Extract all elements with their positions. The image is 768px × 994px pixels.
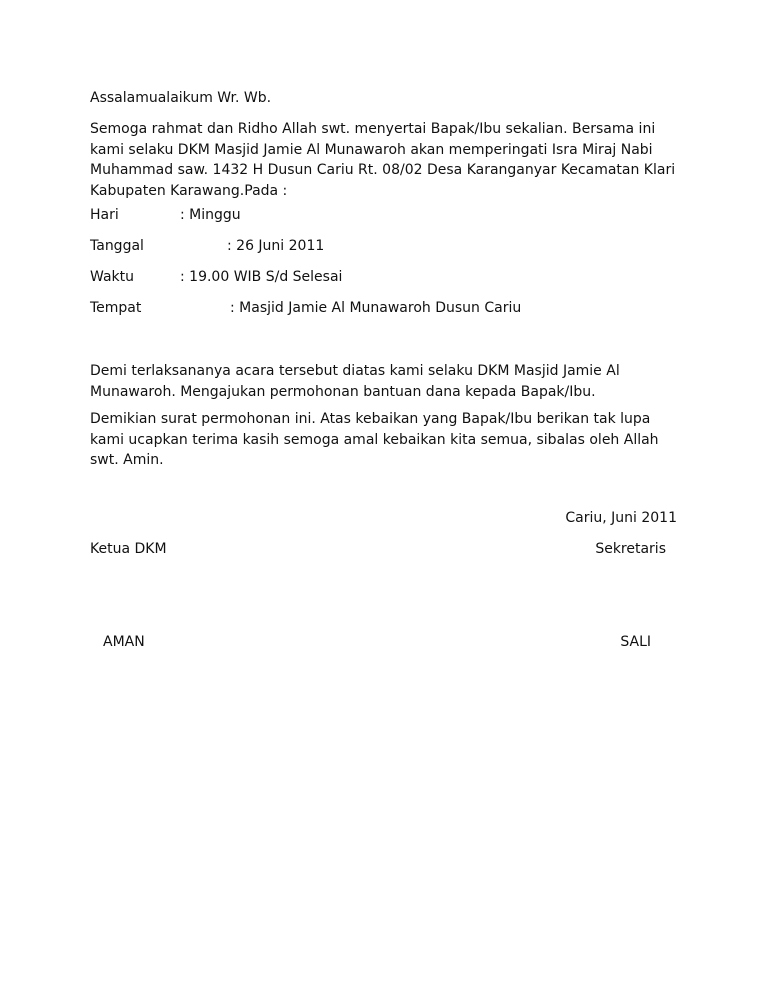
day-value: : Minggu [180, 207, 241, 223]
paragraph-line: kami ucapkan terima kasih semoga amal kebaikan kita semua, sibalas oleh Allah [90, 431, 659, 448]
paragraph-line: Demi terlaksananya acara tersebut diatas kami selaku DKM Masjid Jamie Al [90, 363, 620, 379]
paragraph-line: Semoga rahmat dan Ridho Allah swt. menyertai Bapak/Ibu sekalian. Bersama ini [90, 121, 656, 137]
date-label: Tanggal [90, 238, 144, 254]
place-label: Tempat [90, 300, 142, 316]
paragraph-line: Munawaroh. Mengajukan permohonan bantuan dana kepada Bapak/Ibu. [90, 383, 596, 400]
paragraph-line: kami selaku DKM Masjid Jamie Al Munawaroh akan memperingati Isra Miraj Nabi [90, 141, 653, 158]
day-label: Hari [90, 207, 119, 223]
closing-paragraph [90, 409, 690, 471]
signature-right-name: SALI [620, 634, 651, 650]
date-value: : 26 Juni 2011 [227, 238, 325, 254]
place-value: : Masjid Jamie Al Munawaroh Dusun Cariu [230, 300, 522, 316]
time-value: : 19.00 WIB S/d Selesai [180, 269, 343, 285]
greeting: Assalamualaikum Wr. Wb. [90, 90, 272, 106]
signature-left-name: AMAN [103, 634, 145, 650]
signature-right-title: Sekretaris [595, 541, 666, 557]
opening-paragraph [90, 119, 690, 201]
paragraph-line: swt. Amin. [90, 452, 164, 468]
place-date: Cariu, Juni 2011 [565, 510, 677, 526]
paragraph-line: Demikian surat permohonan ini. Atas kebaikan yang Bapak/Ibu berikan tak lupa [90, 411, 651, 427]
signature-left-title: Ketua DKM [90, 541, 167, 557]
request-paragraph [90, 361, 690, 402]
paragraph-line: Muhammad saw. 1432 H Dusun Cariu Rt. 08/02 Desa Karanganyar Kecamatan Klari [90, 162, 676, 178]
paragraph-line: Kabupaten Karawang.Pada : [90, 182, 288, 199]
time-label: Waktu [90, 269, 134, 285]
